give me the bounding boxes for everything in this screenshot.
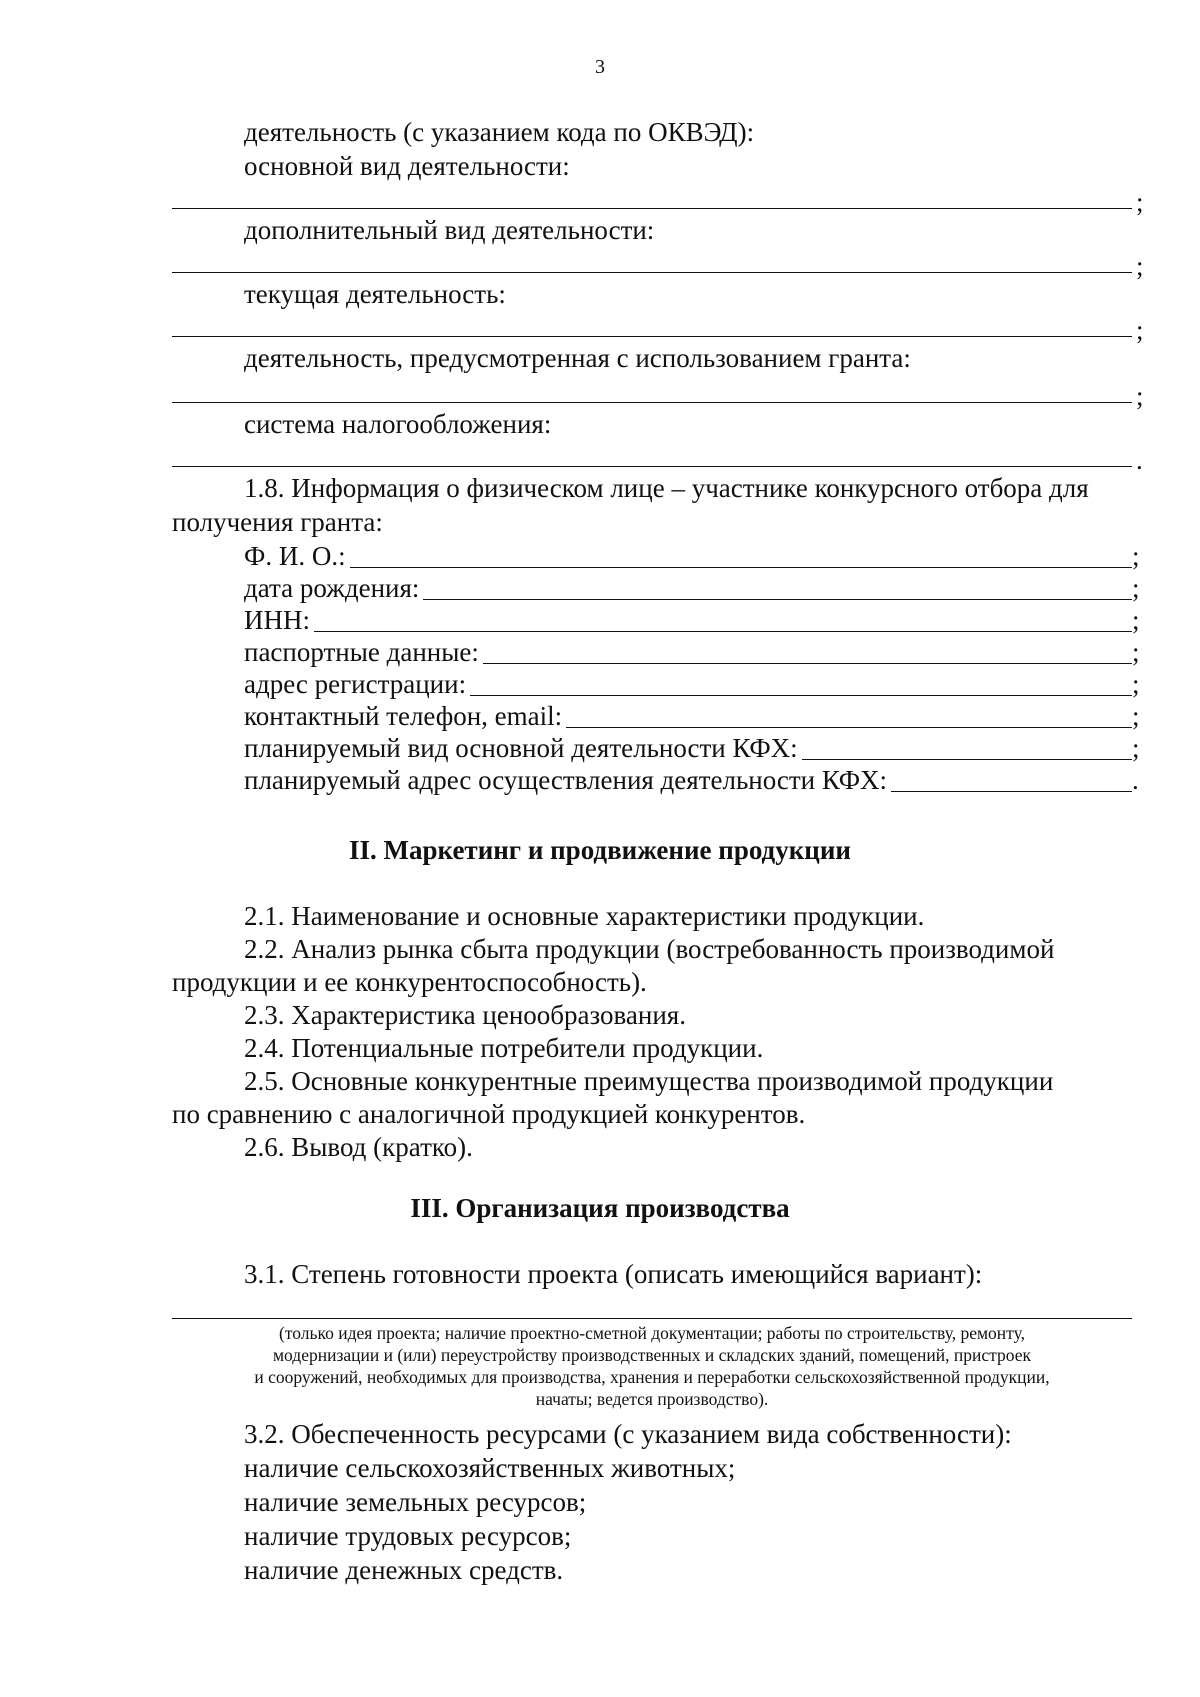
hint-line: начаты; ведется производство). <box>535 1389 769 1409</box>
field-label: контактный телефон, email: <box>244 701 563 731</box>
line-end: ; <box>1132 669 1140 699</box>
person-field-fio[interactable] <box>244 540 1144 573</box>
line-end: ; <box>1136 187 1144 217</box>
line-end: ; <box>1132 605 1140 635</box>
hint-line: (только идея проекта; наличие проектно-сметной документации; работы по строительству, ремонту, <box>279 1323 1025 1343</box>
section-heading-production: III. Организация производства <box>410 1193 790 1223</box>
field-label-main-activity: основной вид деятельности: <box>244 151 570 181</box>
person-field-inn[interactable] <box>244 604 1144 637</box>
blank-line[interactable] <box>483 663 1132 664</box>
line-end: ; <box>1136 251 1144 281</box>
blank-line[interactable] <box>470 695 1132 696</box>
para-1-8-line2: получения гранта: <box>172 507 383 537</box>
item-2-3: 2.3. Характеристика ценообразования. <box>244 1000 686 1030</box>
blank-line[interactable] <box>314 631 1132 632</box>
person-field-passport[interactable] <box>244 636 1144 669</box>
field-label: планируемый адрес осуществления деятельности КФХ: <box>244 765 888 795</box>
hint-note <box>172 1322 1132 1410</box>
item-2-2: 2.2. Анализ рынка сбыта продукции (востребованность производимой <box>244 934 1055 964</box>
item-2-4: 2.4. Потенциальные потребители продукции. <box>244 1033 764 1063</box>
blank-line-additional-activity[interactable] <box>172 272 1132 273</box>
line-end: ; <box>1132 573 1140 603</box>
resource-money: наличие денежных средств. <box>244 1555 564 1585</box>
blank-line[interactable] <box>350 567 1132 568</box>
item-3-1: 3.1. Степень готовности проекта (описать имеющийся вариант): <box>244 1259 983 1289</box>
line-end: ; <box>1132 637 1140 667</box>
line-end: . <box>1136 445 1143 475</box>
activity-intro: деятельность (с указанием кода по ОКВЭД): <box>244 117 755 147</box>
hint-line: модернизации и (или) переустройству производственных и складских зданий, помещений, пристроек <box>272 1345 1031 1365</box>
field-label: адрес регистрации: <box>244 669 467 699</box>
field-label-current-activity: текущая деятельность: <box>244 279 506 309</box>
blank-line[interactable] <box>891 791 1132 792</box>
line-end: . <box>1132 765 1139 795</box>
line-end: ; <box>1136 315 1144 345</box>
page-number: 3 <box>595 56 605 78</box>
line-end: ; <box>1132 733 1140 763</box>
blank-line-main-activity[interactable] <box>172 208 1132 209</box>
field-label: планируемый вид основной деятельности КФХ: <box>244 733 798 763</box>
blank-line-tax-system[interactable] <box>172 466 1132 467</box>
field-label: дата рождения: <box>244 573 420 603</box>
blank-line[interactable] <box>802 759 1132 760</box>
item-2-1: 2.1. Наименование и основные характеристики продукции. <box>244 901 925 931</box>
resource-land: наличие земельных ресурсов; <box>244 1487 587 1517</box>
item-2-2-cont: продукции и ее конкурентоспособность). <box>172 967 647 997</box>
item-2-6: 2.6. Вывод (кратко). <box>244 1132 473 1162</box>
blank-line-project-readiness[interactable] <box>172 1318 1132 1319</box>
resource-labor: наличие трудовых ресурсов; <box>244 1521 572 1551</box>
field-label-tax-system: система налогообложения: <box>244 409 552 439</box>
resource-animals: наличие сельскохозяйственных животных; <box>244 1453 736 1483</box>
hint-line: и сооружений, необходимых для производства, хранения и переработки сельскохозяйственной продукции, <box>254 1367 1050 1387</box>
blank-line[interactable] <box>423 599 1132 600</box>
para-1-8-line1: 1.8. Информация о физическом лице – участнике конкурсного отбора для <box>244 473 1089 503</box>
line-end: ; <box>1132 541 1140 571</box>
person-field-planned-address[interactable] <box>244 764 1144 797</box>
field-label-grant-activity: деятельность, предусмотренная с использованием гранта: <box>244 343 911 373</box>
person-field-address[interactable] <box>244 668 1144 701</box>
line-end: ; <box>1132 701 1140 731</box>
item-2-5: 2.5. Основные конкурентные преимущества производимой продукции <box>244 1066 1054 1096</box>
field-label: Ф. И. О.: <box>244 541 346 571</box>
item-2-5-cont: по сравнению с аналогичной продукцией конкурентов. <box>172 1099 806 1129</box>
person-field-contact[interactable] <box>244 700 1144 733</box>
blank-line-current-activity[interactable] <box>172 336 1132 337</box>
line-end: ; <box>1136 381 1144 411</box>
section-heading-marketing: II. Маркетинг и продвижение продукции <box>349 835 851 865</box>
field-label: ИНН: <box>244 605 310 635</box>
person-field-birthdate[interactable] <box>244 572 1144 605</box>
field-label: паспортные данные: <box>244 637 479 667</box>
item-3-2: 3.2. Обеспеченность ресурсами (с указанием вида собственности): <box>244 1419 1012 1449</box>
blank-line[interactable] <box>566 727 1132 728</box>
field-label-additional-activity: дополнительный вид деятельности: <box>244 215 655 245</box>
person-field-planned-activity[interactable] <box>244 732 1144 765</box>
blank-line-grant-activity[interactable] <box>172 402 1132 403</box>
